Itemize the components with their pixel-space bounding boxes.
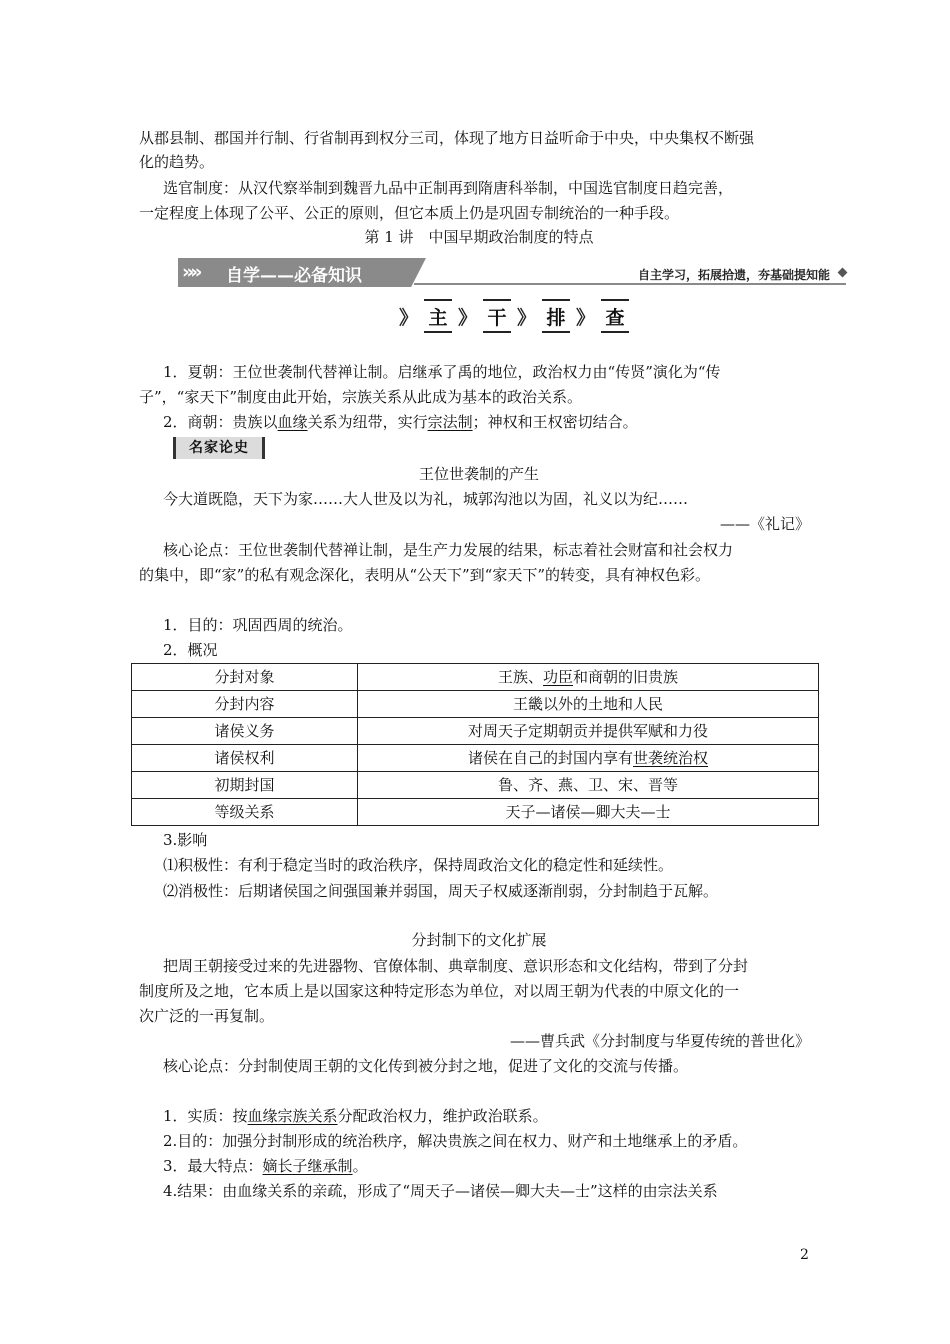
banner-title: 自学——必备知识 <box>226 266 362 286</box>
essay1-core-2: 的集中，即“家”的私有观念深化，表明从“公天下”到“家天下”的转变，具有神权色彩。 <box>139 566 711 584</box>
badge-char: 查 <box>601 299 629 333</box>
diamond-icon <box>838 268 848 278</box>
table-value: 诸侯在自己的封国内享有世袭统治权 <box>358 745 819 772</box>
xia-line-2: 子”，“家天下”制度由此开始，宗族关系从此成为基本的政治关系。 <box>139 388 583 406</box>
table-value: 王族、功臣和商朝的旧贵族 <box>358 664 819 691</box>
fenfeng-negative: ⑵消极性：后期诸侯国之间强国兼并弱国，周天子权威逐渐削弱，分封制趋于瓦解。 <box>163 882 719 900</box>
chevron-icon: 》 <box>399 306 419 329</box>
page-number: 2 <box>800 1247 809 1263</box>
table-row <box>132 691 819 718</box>
badge-char: 干 <box>483 299 511 333</box>
fenfeng-table <box>131 663 819 826</box>
essay2-core: 核心论点：分封制使周王朝的文化传到被分封之地，促进了文化的交流与传播。 <box>163 1057 689 1075</box>
famous-views-tag: 名家论史 <box>173 437 265 459</box>
zongfa-item-2: 2.目的：加强分封制形成的统治秩序，解决贵族之间在权力、财产和土地继承上的矛盾。 <box>163 1132 748 1150</box>
table-key: 诸侯权利 <box>132 745 358 772</box>
shang-post: ；神权和王权密切结合。 <box>472 413 638 431</box>
essay2-line-1: 把周王朝接受过来的先进器物、官僚体制、典章制度、意识形态和文化结构，带到了分封 <box>163 957 749 975</box>
shang-line <box>163 412 638 432</box>
fenfeng-positive: ⑴积极性：有利于稳定当时的政治秩序，保持周政治文化的稳定性和延续性。 <box>163 856 674 874</box>
essay1-title: 王位世袭制的产生 <box>418 465 539 483</box>
shang-underline-2: 宗法制 <box>427 413 473 431</box>
xia-line-1: 1．夏朝：王位世袭制代替禅让制。启继承了禹的地位，政治权力由“传贤”演化为“传 <box>163 363 721 381</box>
essay2-line-2: 制度所及之地，它本质上是以国家这种特定形态为单位，对以周王朝为代表的中原文化的一 <box>139 982 740 1000</box>
table-value: 鲁、齐、燕、卫、宋、晋等 <box>358 772 819 799</box>
intro-line-4: 一定程度上体现了公平、公正的原则，但它本质上仍是巩固专制统治的一种手段。 <box>139 204 680 222</box>
banner-rule <box>414 283 846 285</box>
fenfeng-item-3: 3.影响 <box>163 831 208 849</box>
chevron-icon: 》 <box>458 306 478 329</box>
zongfa-item-4: 4.结果：由血缘关系的亲疏，形成了“周天子—诸侯—卿大夫—士”这样的由宗法关系 <box>163 1182 718 1200</box>
essay2-title: 分封制下的文化扩展 <box>411 931 547 949</box>
table-row <box>132 664 819 691</box>
table-key: 等级关系 <box>132 799 358 826</box>
table-row <box>132 718 819 745</box>
zongfa-item-1: 1．实质：按血缘宗族关系分配政治权力，维护政治联系。 <box>163 1107 548 1125</box>
fenfeng-item-1: 1．目的：巩固西周的统治。 <box>163 616 353 634</box>
intro-line-2: 化的趋势。 <box>139 153 215 171</box>
table-key: 分封内容 <box>132 691 358 718</box>
banner-subtitle: 自主学习，拓展拾遗，夯基础提知能 <box>637 268 830 282</box>
shang-pre: 2．商朝：贵族以 <box>163 413 278 431</box>
table-row <box>132 772 819 799</box>
chevron-icon: 》 <box>517 306 537 329</box>
badge-char: 主 <box>424 299 452 333</box>
table-row <box>132 745 819 772</box>
essay1-quote: 今大道既隐，天下为家……大人世及以为礼，城郭沟池以为固，礼义以为纪…… <box>163 490 689 508</box>
section-badge <box>399 299 629 333</box>
lesson-title: 第 1 讲 中国早期政治制度的特点 <box>364 228 594 246</box>
shang-mid: 关系为纽带，实行 <box>307 413 428 431</box>
zongfa-underline-1: 血缘宗族关系 <box>247 1107 338 1125</box>
table-key: 诸侯义务 <box>132 718 358 745</box>
essay1-core-1: 核心论点：王位世袭制代替禅让制，是生产力发展的结果，标志着社会财富和社会权力 <box>163 541 734 559</box>
essay1-source: ——《礼记》 <box>719 515 810 533</box>
chevron-icon: 》 <box>576 306 596 329</box>
table-value: 对周天子定期朝贡并提供军赋和力役 <box>358 718 819 745</box>
essay2-source: ——曹兵武《分封制度与华夏传统的普世化》 <box>509 1032 810 1050</box>
essay2-line-3: 次广泛的一再复制。 <box>139 1007 275 1025</box>
double-chevron-icon: »» <box>182 261 199 283</box>
shang-underline-1: 血缘 <box>277 413 308 431</box>
badge-char: 排 <box>542 299 570 333</box>
table-key: 初期封国 <box>132 772 358 799</box>
intro-line-3: 选官制度：从汉代察举制到魏晋九品中正制再到隋唐科举制，中国选官制度日趋完善， <box>163 179 734 197</box>
table-row <box>132 799 819 826</box>
zongfa-underline-3: 嫡长子继承制 <box>262 1157 353 1175</box>
zongfa-item-3: 3．最大特点：嫡长子继承制。 <box>163 1157 368 1175</box>
fenfeng-item-2: 2．概况 <box>163 641 218 659</box>
table-value: 王畿以外的土地和人民 <box>358 691 819 718</box>
table-value: 天子—诸侯—卿大夫—士 <box>358 799 819 826</box>
section-banner <box>178 258 846 288</box>
intro-line-1: 从郡县制、郡国并行制、行省制再到权分三司，体现了地方日益听命于中央，中央集权不断强 <box>139 129 755 147</box>
table-key: 分封对象 <box>132 664 358 691</box>
